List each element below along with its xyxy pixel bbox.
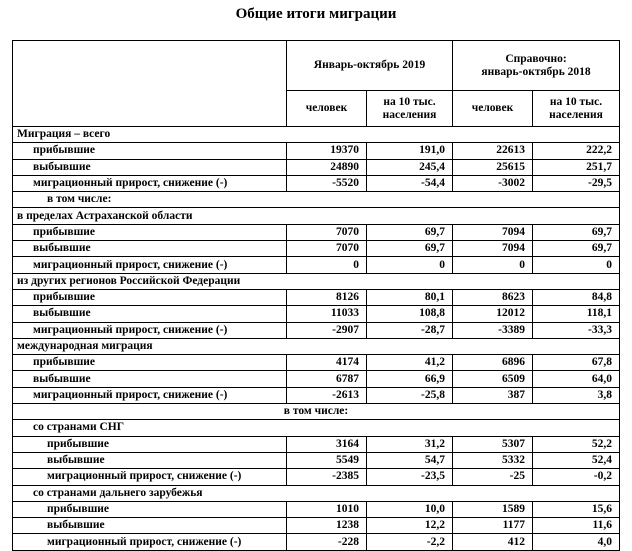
table-row xyxy=(13,355,620,371)
header-empty-cell xyxy=(13,41,287,127)
table-row xyxy=(13,404,620,420)
value-cell: 15,6 xyxy=(533,501,620,517)
row-label: прибывшие xyxy=(13,501,287,517)
table-row xyxy=(13,420,620,436)
row-label: миграционный прирост, снижение (-) xyxy=(13,175,287,191)
group-label: со странами СНГ xyxy=(13,420,620,436)
table-row xyxy=(13,143,620,159)
group-label: со странами дальнего зарубежья xyxy=(13,485,620,501)
value-cell: 12012 xyxy=(453,306,533,322)
row-label: прибывшие xyxy=(13,436,287,452)
row-label: прибывшие xyxy=(13,355,287,371)
value-cell: -2,2 xyxy=(367,534,453,550)
value-cell: 52,4 xyxy=(533,452,620,468)
value-cell: 67,8 xyxy=(533,355,620,371)
subtitle-label: в том числе: xyxy=(13,404,620,420)
value-cell: 19370 xyxy=(287,143,367,159)
migration-table xyxy=(12,40,620,551)
table-row xyxy=(13,534,620,550)
value-cell: -28,7 xyxy=(367,322,453,338)
table-row xyxy=(13,224,620,240)
row-label: миграционный прирост, снижение (-) xyxy=(13,257,287,273)
value-cell: 84,8 xyxy=(533,289,620,305)
value-cell: -54,4 xyxy=(367,175,453,191)
table-row xyxy=(13,371,620,387)
value-cell: 1010 xyxy=(287,501,367,517)
table-row xyxy=(13,192,620,208)
value-cell: -23,5 xyxy=(367,469,453,485)
value-cell: 41,2 xyxy=(367,355,453,371)
value-cell: 1177 xyxy=(453,518,533,534)
row-label: миграционный прирост, снижение (-) xyxy=(13,534,287,550)
group-label: международная миграция xyxy=(13,338,620,354)
value-cell: -0,2 xyxy=(533,469,620,485)
group-label: Миграция – всего xyxy=(13,127,620,143)
table-row xyxy=(13,306,620,322)
table-row xyxy=(13,469,620,485)
header-people-2018: человек xyxy=(453,91,533,127)
value-cell: -3002 xyxy=(453,175,533,191)
table-row xyxy=(13,322,620,338)
table-row xyxy=(13,208,620,224)
table-row xyxy=(13,501,620,517)
value-cell: 4174 xyxy=(287,355,367,371)
value-cell: 4,0 xyxy=(533,534,620,550)
value-cell: 22613 xyxy=(453,143,533,159)
value-cell: 10,0 xyxy=(367,501,453,517)
header-per10k-2019: на 10 тыс. населения xyxy=(367,91,453,127)
table-body xyxy=(13,127,620,551)
value-cell: 52,2 xyxy=(533,436,620,452)
value-cell: 387 xyxy=(453,387,533,403)
table-row xyxy=(13,518,620,534)
value-cell: 69,7 xyxy=(367,224,453,240)
row-label: миграционный прирост, снижение (-) xyxy=(13,387,287,403)
value-cell: 69,7 xyxy=(533,224,620,240)
table-row xyxy=(13,387,620,403)
table-row xyxy=(13,175,620,191)
row-label: выбывшие xyxy=(13,306,287,322)
value-cell: 0 xyxy=(287,257,367,273)
value-cell: 8126 xyxy=(287,289,367,305)
value-cell: 7094 xyxy=(453,241,533,257)
row-label: выбывшие xyxy=(13,518,287,534)
value-cell: 66,9 xyxy=(367,371,453,387)
header-per10k-2018: на 10 тыс. населения xyxy=(533,91,620,127)
value-cell: -3389 xyxy=(453,322,533,338)
value-cell: 11,6 xyxy=(533,518,620,534)
value-cell: 5307 xyxy=(453,436,533,452)
value-cell: 412 xyxy=(453,534,533,550)
table-row xyxy=(13,338,620,354)
subtitle-label: в том числе: xyxy=(13,192,620,208)
row-label: миграционный прирост, снижение (-) xyxy=(13,322,287,338)
value-cell: -2385 xyxy=(287,469,367,485)
table-row xyxy=(13,127,620,143)
row-label: прибывшие xyxy=(13,289,287,305)
value-cell: 6896 xyxy=(453,355,533,371)
header-period-2019: Январь-октябрь 2019 xyxy=(287,41,453,91)
row-label: миграционный прирост, снижение (-) xyxy=(13,469,287,485)
value-cell: -25,8 xyxy=(367,387,453,403)
table-row xyxy=(13,159,620,175)
value-cell: 245,4 xyxy=(367,159,453,175)
value-cell: 24890 xyxy=(287,159,367,175)
value-cell: 25615 xyxy=(453,159,533,175)
header-people-2019: человек xyxy=(287,91,367,127)
value-cell: 6509 xyxy=(453,371,533,387)
value-cell: 0 xyxy=(533,257,620,273)
value-cell: -25 xyxy=(453,469,533,485)
header-period-2018: Справочно: январь-октябрь 2018 xyxy=(453,41,620,91)
group-label: в пределах Астраханской области xyxy=(13,208,620,224)
table-row xyxy=(13,452,620,468)
row-label: выбывшие xyxy=(13,159,287,175)
value-cell: -29,5 xyxy=(533,175,620,191)
row-label: прибывшие xyxy=(13,143,287,159)
value-cell: 7070 xyxy=(287,241,367,257)
row-label: выбывшие xyxy=(13,452,287,468)
value-cell: 1238 xyxy=(287,518,367,534)
value-cell: 5549 xyxy=(287,452,367,468)
value-cell: 8623 xyxy=(453,289,533,305)
page-title: Общие итоги миграции xyxy=(235,6,397,22)
table-row xyxy=(13,257,620,273)
table-row xyxy=(13,485,620,501)
value-cell: 80,1 xyxy=(367,289,453,305)
table-row xyxy=(13,241,620,257)
value-cell: 118,1 xyxy=(533,306,620,322)
value-cell: 3164 xyxy=(287,436,367,452)
value-cell: 6787 xyxy=(287,371,367,387)
value-cell: 11033 xyxy=(287,306,367,322)
value-cell: 251,7 xyxy=(533,159,620,175)
value-cell: 108,8 xyxy=(367,306,453,322)
value-cell: 0 xyxy=(367,257,453,273)
value-cell: -5520 xyxy=(287,175,367,191)
group-label: из других регионов Российской Федерации xyxy=(13,273,620,289)
value-cell: 5332 xyxy=(453,452,533,468)
row-label: прибывшие xyxy=(13,224,287,240)
value-cell: 1589 xyxy=(453,501,533,517)
value-cell: 7094 xyxy=(453,224,533,240)
value-cell: -228 xyxy=(287,534,367,550)
row-label: выбывшие xyxy=(13,241,287,257)
value-cell: 7070 xyxy=(287,224,367,240)
value-cell: 3,8 xyxy=(533,387,620,403)
value-cell: 191,0 xyxy=(367,143,453,159)
value-cell: 64,0 xyxy=(533,371,620,387)
value-cell: 31,2 xyxy=(367,436,453,452)
row-label: выбывшие xyxy=(13,371,287,387)
value-cell: -33,3 xyxy=(533,322,620,338)
table-row xyxy=(13,273,620,289)
table-row xyxy=(13,289,620,305)
value-cell: 222,2 xyxy=(533,143,620,159)
value-cell: -2613 xyxy=(287,387,367,403)
table-row xyxy=(13,436,620,452)
value-cell: 0 xyxy=(453,257,533,273)
value-cell: 69,7 xyxy=(367,241,453,257)
value-cell: 12,2 xyxy=(367,518,453,534)
value-cell: 54,7 xyxy=(367,452,453,468)
value-cell: -2907 xyxy=(287,322,367,338)
value-cell: 69,7 xyxy=(533,241,620,257)
